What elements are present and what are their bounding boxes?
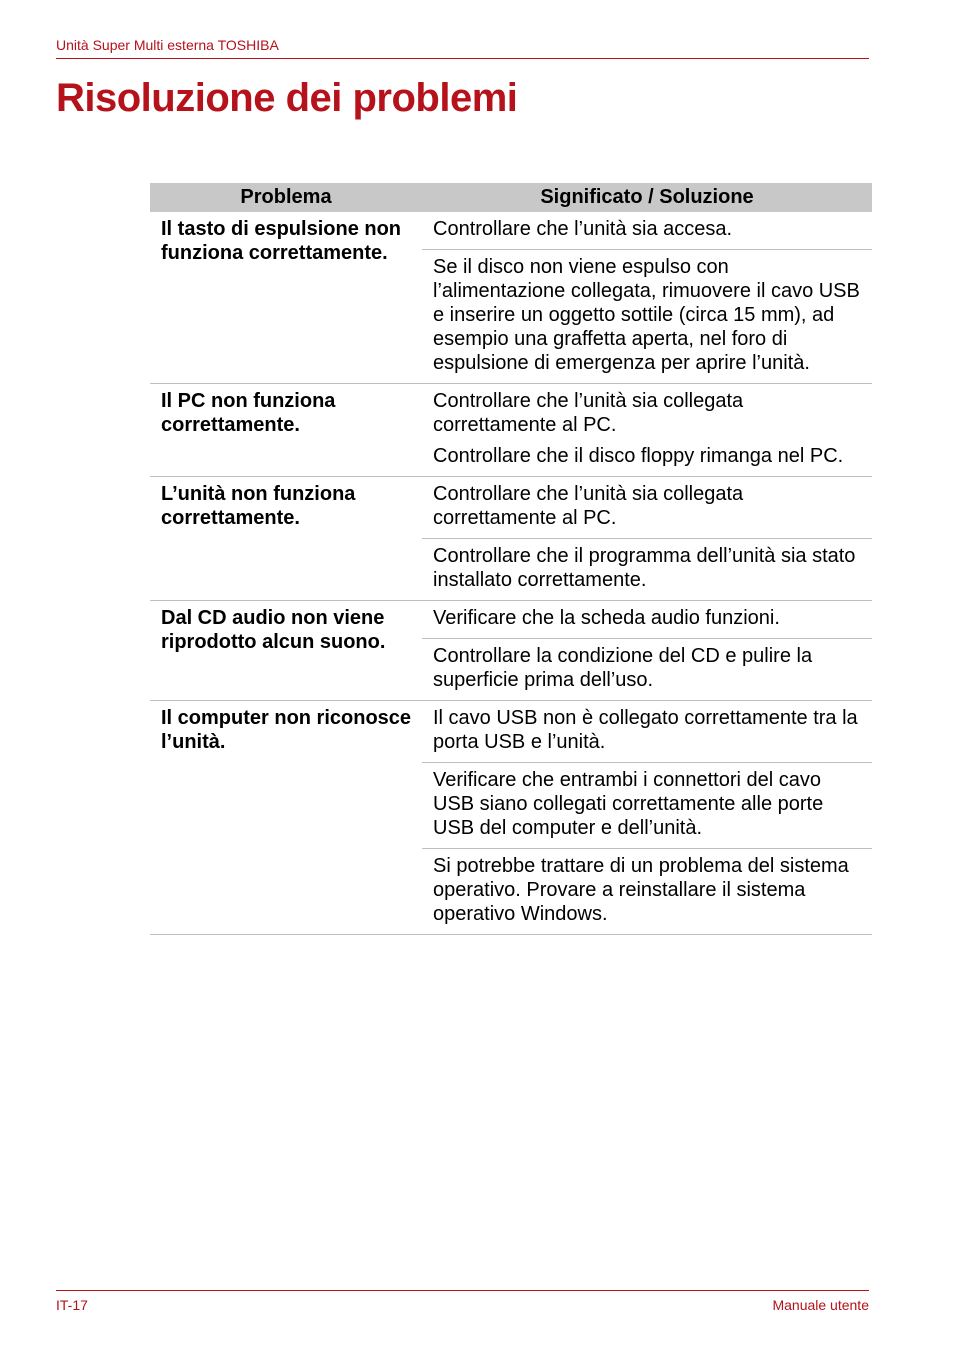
problem-cell: Il PC non funziona correttamente. — [150, 384, 422, 477]
solution-text: Controllare che il programma dell’unità sia stato installato correttamente. — [433, 545, 856, 591]
table-row — [150, 601, 872, 639]
table-row — [150, 384, 872, 477]
problem-cell: Dal CD audio non viene riprodotto alcun suono. — [150, 601, 422, 701]
solution-text: Se il disco non viene espulso con l’alimentazione collegata, rimuovere il cavo USB e inserire un oggetto sottile (circa 15 mm), ad esempio una graffetta aperta, nel foro di espulsione di emergenza per aprire l’unità. — [433, 256, 860, 374]
table-row — [150, 477, 872, 539]
page-title: Risoluzione dei problemi — [56, 76, 518, 120]
solution-cell — [422, 639, 872, 701]
solution-cell — [422, 701, 872, 763]
troubleshooting-table — [150, 183, 872, 935]
solution-text: Controllare che l’unità sia collegata correttamente al PC. — [433, 483, 744, 529]
solution-text: Verificare che la scheda audio funzioni. — [433, 607, 780, 629]
solution-text: Si potrebbe trattare di un problema del sistema operativo. Provare a reinstallare il sistema operativo Windows. — [433, 855, 849, 925]
header-rule — [56, 58, 869, 59]
column-header-solution: Significato / Soluzione — [422, 183, 872, 212]
solution-cell — [422, 250, 872, 384]
solution-text: Il cavo USB non è collegato correttamente tra la porta USB e l’unità. — [433, 707, 858, 753]
solution-text: Controllare che l’unità sia collegata correttamente al PC. — [433, 390, 744, 436]
footer-rule — [56, 1290, 869, 1291]
problem-cell: L’unità non funziona correttamente. — [150, 477, 422, 601]
problem-cell: Il tasto di espulsione non funziona correttamente. — [150, 212, 422, 384]
solution-cell — [422, 763, 872, 849]
solution-text: Verificare che entrambi i connettori del cavo USB siano collegati correttamente alle porte USB del computer e dell’unità. — [433, 769, 824, 839]
solution-cell — [422, 849, 872, 935]
solution-text: Controllare che l’unità sia accesa. — [433, 218, 733, 240]
table-header-row — [150, 183, 872, 212]
manual-name: Manuale utente — [772, 1297, 869, 1313]
page-number: IT-17 — [56, 1297, 88, 1313]
problem-cell: Il computer non riconosce l’unità. — [150, 701, 422, 935]
running-header: Unità Super Multi esterna TOSHIBA — [56, 37, 279, 53]
solution-cell — [422, 212, 872, 250]
solution-cell — [422, 384, 872, 477]
table-row — [150, 701, 872, 763]
solution-text: Controllare la condizione del CD e pulire la superficie prima dell’uso. — [433, 645, 813, 691]
solution-text: Controllare che il disco floppy rimanga nel PC. — [433, 445, 844, 467]
solution-cell — [422, 477, 872, 539]
table-body — [150, 212, 872, 935]
solution-cell — [422, 601, 872, 639]
table-row — [150, 212, 872, 250]
solution-cell — [422, 539, 872, 601]
column-header-problem: Problema — [150, 183, 422, 212]
